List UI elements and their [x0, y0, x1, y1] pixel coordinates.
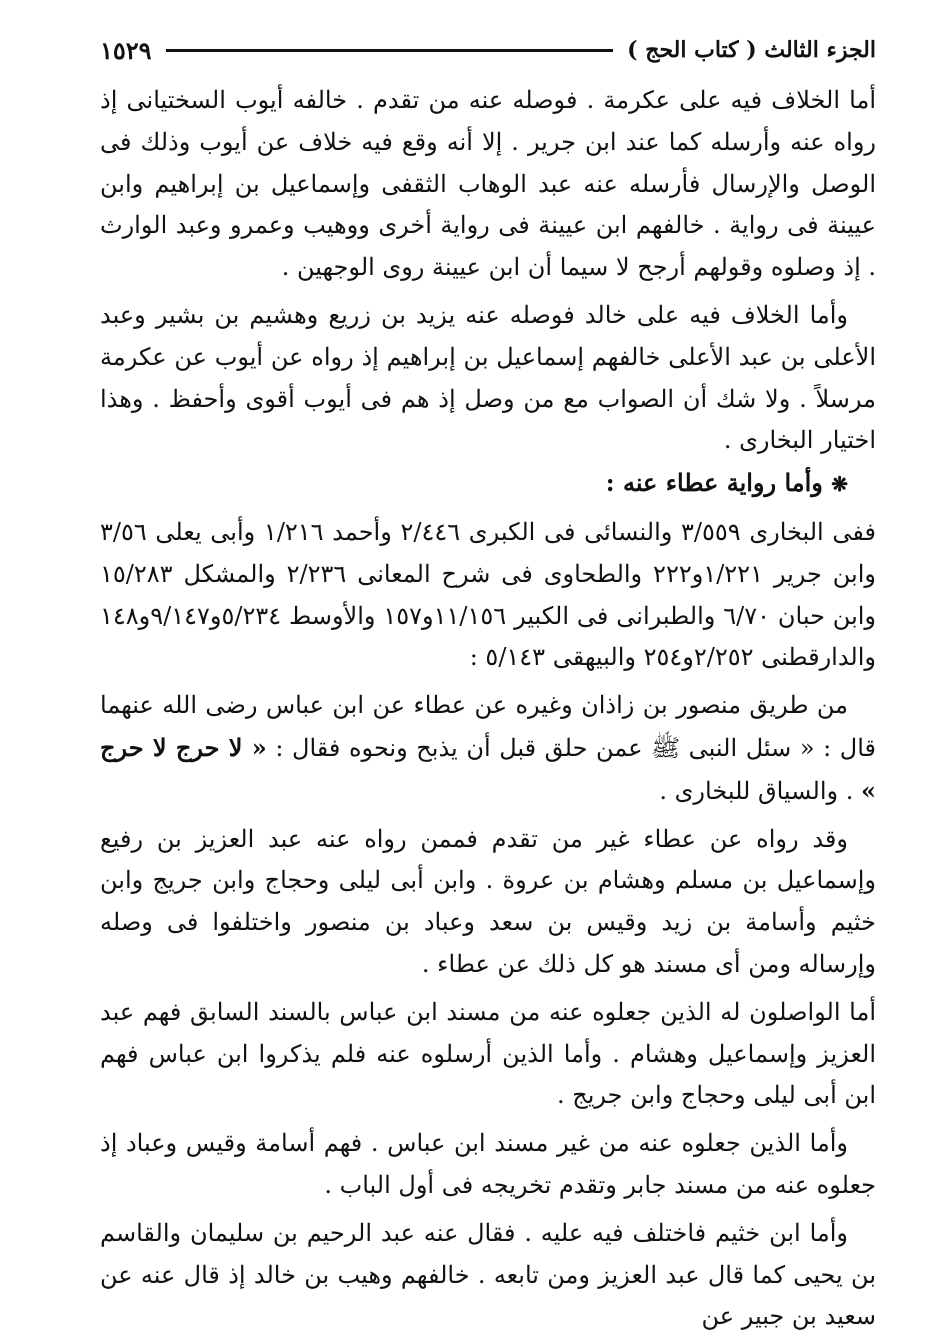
page-header: [100, 30, 876, 70]
paragraph-2: وأما الخلاف فيه على خالد فوصله عنه يزيد بن زريع وهشيم بن بشير وعبد الأعلى بن عبد الأعلى خالفهم إسماعيل بن إبراهيم إذ رواه عن أيوب عن عكرمة مرسلاً . ولا شك أن الصواب مع من وصل إذ هم فى أيوب أقوى وأحفظ . وهذا اختيار البخارى .: [100, 300, 876, 455]
paragraph-8: وأما ابن خثيم فاختلف فيه عليه . فقال عنه عبد الرحيم بن سليمان والقاسم بن يحيى كما قال عبد العزيز ومن تابعه . خالفهم وهيب بن خالد إذ قال عنه عن سعيد بن جبير عن: [100, 1218, 876, 1331]
page-number: ١٥٢٩: [100, 35, 152, 65]
paragraph-4: [100, 685, 876, 812]
running-title: الجزء الثالث ( كتاب الحج ): [627, 37, 876, 63]
paragraph-5: وقد رواه عن عطاء غير من تقدم فممن رواه عنه عبد العزيز بن رفيع وإسماعيل بن مسلم وهشام بن عروة . وابن أبى ليلى وحجاج وابن جريج وابن خثيم وأسامة بن زيد وقيس بن سعد وعباد بن منصور واختلفوا فى وصله وإرساله ومن أى مسند هو كل ذلك عن عطاء .: [100, 824, 876, 978]
paragraph-3: ففى البخارى ٣/٥٥٩ والنسائى فى الكبرى ٢/٤٤٦ وأحمد ١/٢١٦ وأبى يعلى ٣/٥٦ وابن جرير ١/٢٢١و٢٢٢ والطحاوى فى شرح المعانى ٢/٢٣٦ والمشكل ١٥/٢٨٣ وابن حبان ٦/٧٠ والطبرانى فى الكبير ١١/١٥٦و١٥٧ والأوسط ٥/٢٣٤و٩/١٤٧و١٤٨ والدارقطنى ٢/٢٥٢و٢٥٤ والبيهقى ٥/١٤٣ :: [100, 517, 877, 672]
paragraph-6: أما الواصلون له الذين جعلوه عنه من مسند ابن عباس بالسند السابق فهم عبد العزيز وإسماعيل وهشام . وأما الذين أرسلوه عنه فلم يذكروا ابن عباس فهم ابن أبى ليلى وحجاج وابن جريج .: [100, 997, 876, 1110]
page-body: [100, 80, 876, 1338]
section-heading: [100, 462, 876, 506]
section-heading-text: وأما رواية عطاء عنه :: [605, 468, 823, 498]
asterism-icon: ❋: [831, 472, 848, 497]
hadith-source: . والسياق للبخارى .: [659, 776, 861, 805]
paragraph-1: أما الخلاف فيه على عكرمة . فوصله عنه من تقدم . خالفه أيوب السختيانى إذ رواه عنه وأرسله كما عند ابن جرير . إلا أنه وقع فيه خلاف عن أيوب وذلك فى الوصل والإرسال فأرسله عنه عبد الوهاب الثقفى وإسماعيل بن إبراهيم وابن عيينة فى رواية . خالفهم ابن عيينة فى رواية أخرى ووهيب وعمرو وعبد الوارث . إذ وصلوه وقولهم أرجح لا سيما أن ابن عيينة روى الوجهين .: [100, 86, 876, 282]
hadith-quote: « لا حرج لا حرج »: [100, 732, 876, 805]
hadith-intro: من طريق منصور بن زاذان وغيره عن عطاء عن ابن عباس رضى الله عنهما قال : « سئل النبى ﷺ عمن حلق قبل أن يذبح ونحوه فقال :: [100, 691, 876, 762]
header-rule: [166, 49, 614, 52]
paragraph-7: وأما الذين جعلوه عنه من غير مسند ابن عباس . فهم أسامة وقيس وعباد إذ جعلوه عنه من مسند جابر وتقدم تخريجه فى أول الباب .: [100, 1129, 876, 1199]
